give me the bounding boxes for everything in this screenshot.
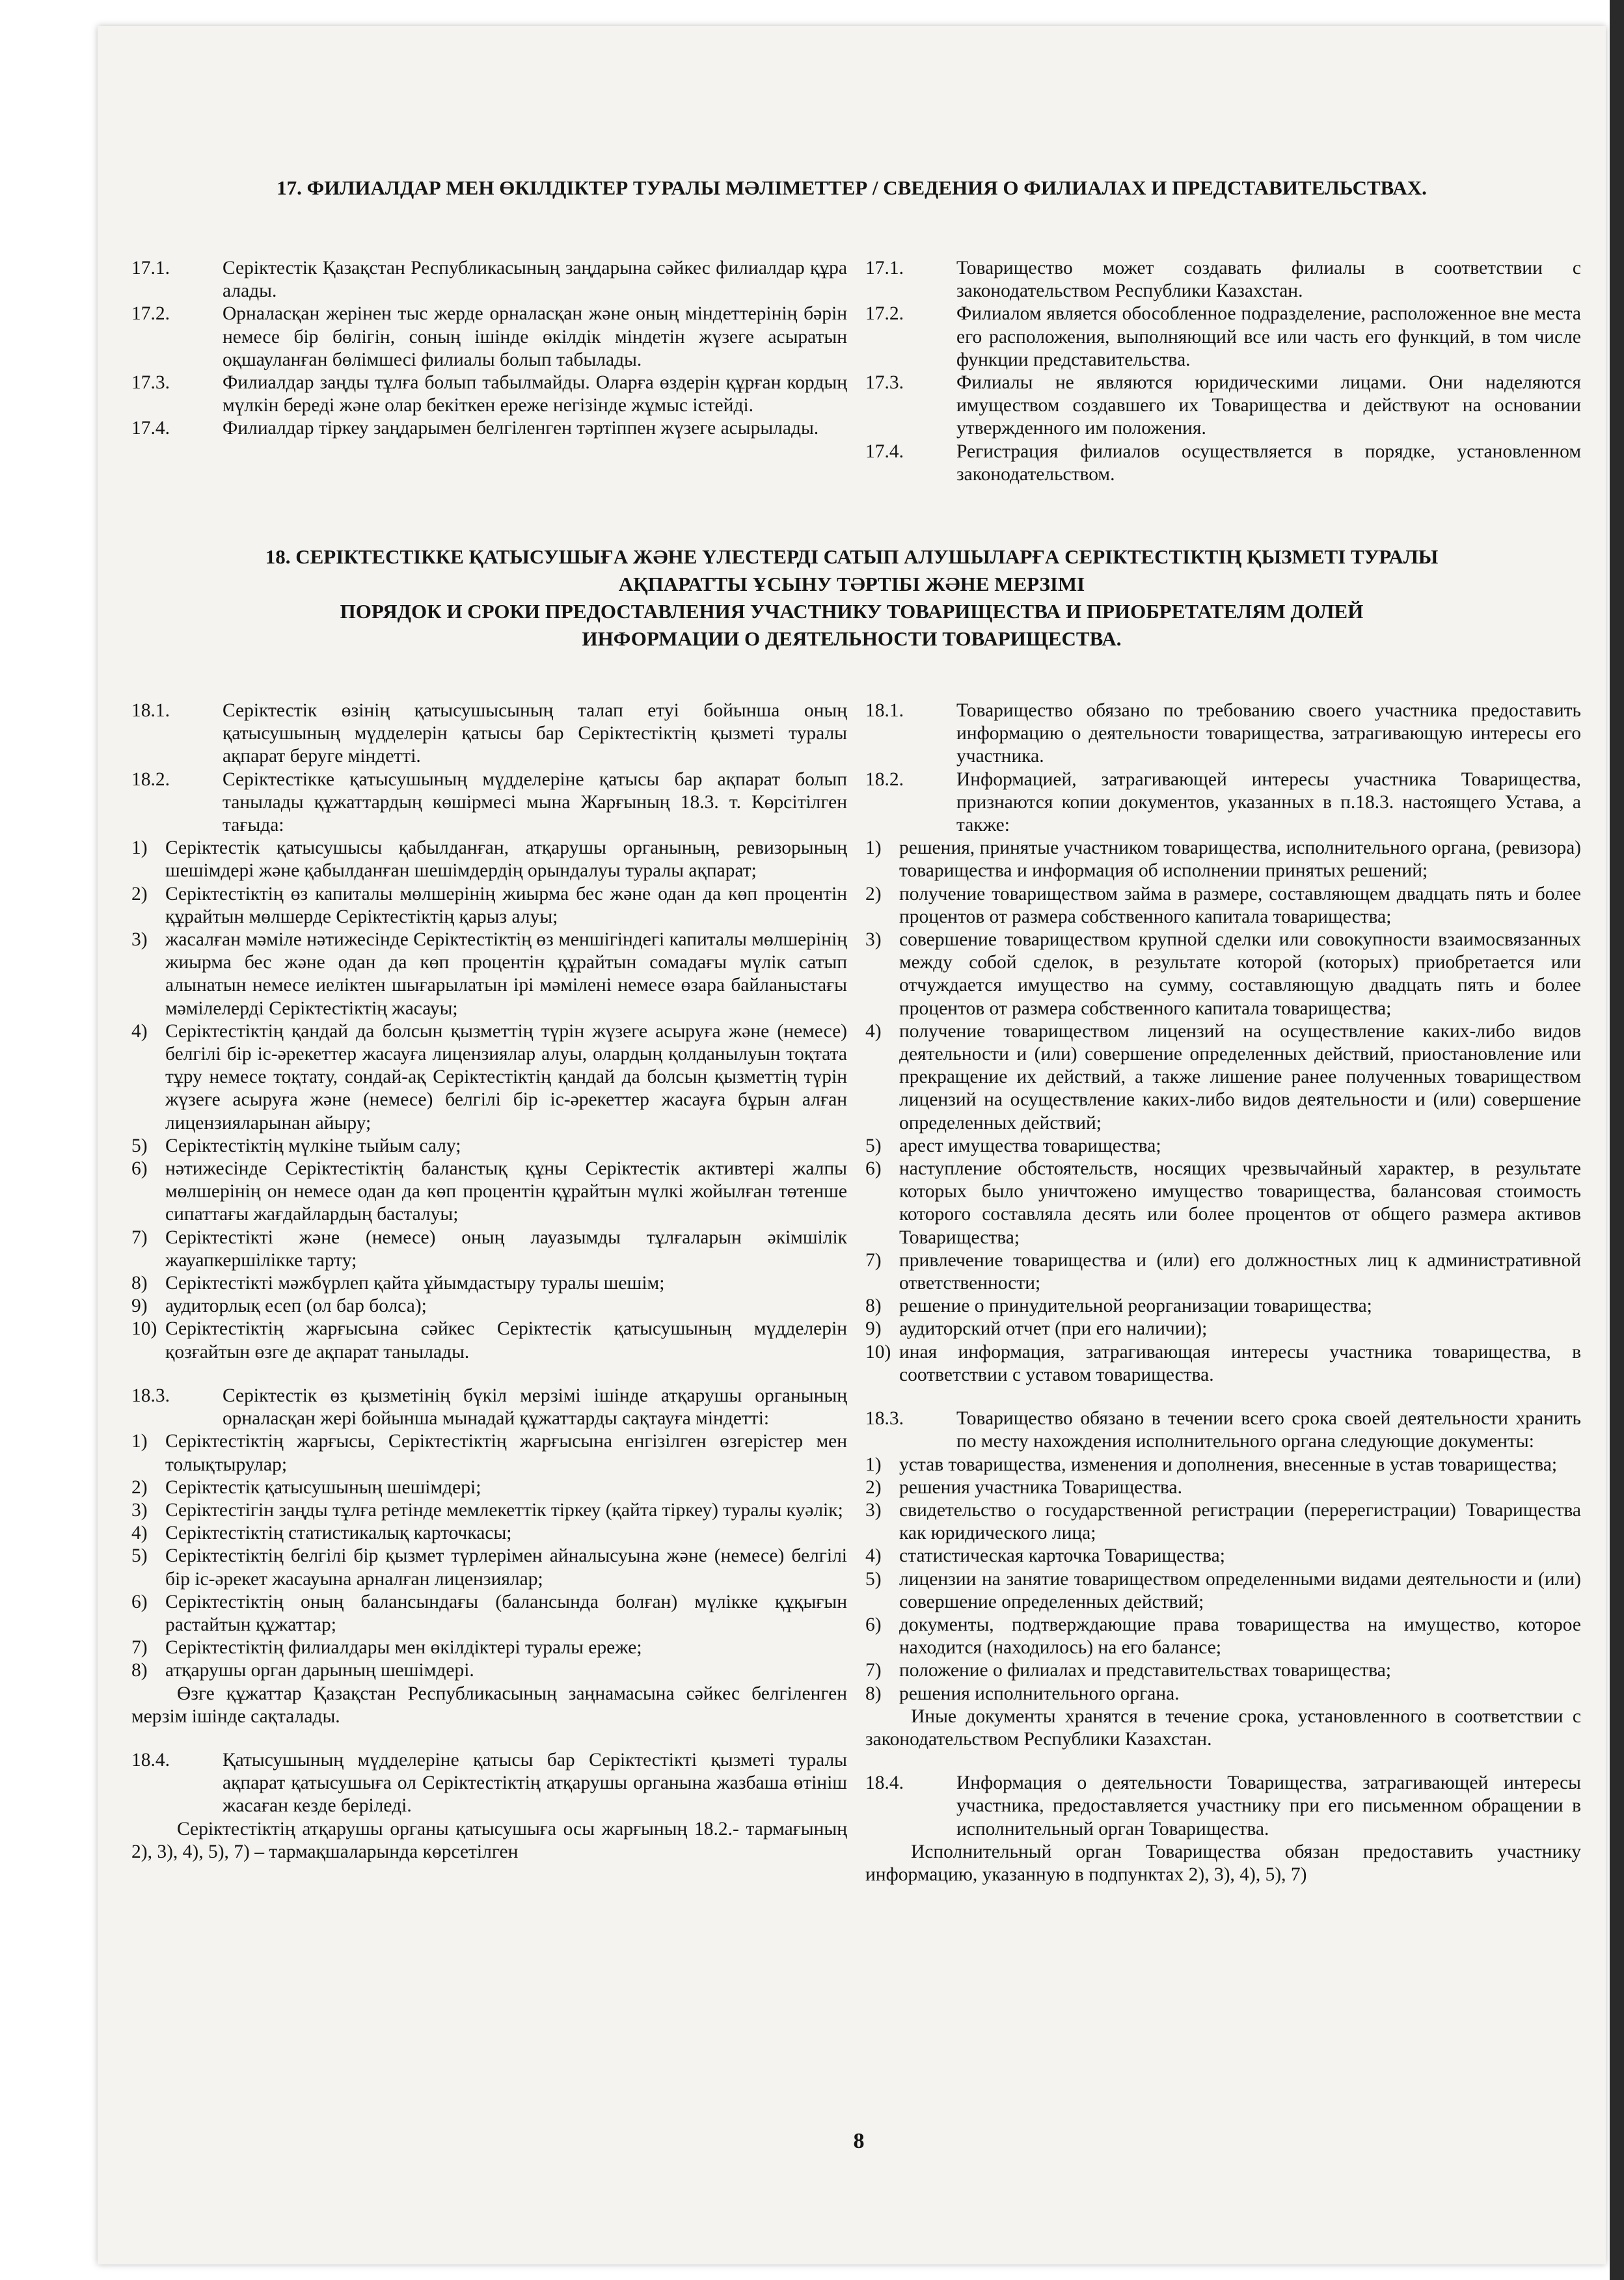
clause-17-ru-number: 17.1.: [865, 258, 904, 278]
clause-18-3-kz: [131, 1385, 847, 1430]
clause-17-ru-text: Филиалы не являются юридическими лицами. Они наделяются имуществом создавшего их Товарищества и действуют на основании утвержденного им положения.: [956, 372, 1581, 439]
section-18-heading-line-3: ПОРЯДОК И СРОКИ ПРЕДОСТАВЛЕНИЯ УЧАСТНИКУ ТОВАРИЩЕСТВА И ПРИОБРЕТАТЕЛЯМ ДОЛЕЙ: [340, 600, 1364, 623]
section-17-ru-column: [865, 257, 1581, 486]
list-item-kz-text: жасалған мәміле нәтижесінде Серіктестіктің өз меншігіндегі капиталы мөлшерінің жиырма бес және одан да көп процентін құрайтын сомадағы мүлік сатып алынатын немесе иеліктен шығарылатын ірі мәмілені немесе өзара байланыстағы мәмілелерді Серіктестіктің жасауы;: [165, 929, 847, 1019]
list-item-ru-text: получение товариществом займа в размере, составляющем двадцать пять и более процентов от размера собственного капитала товарищества;: [899, 883, 1581, 927]
list-item-ru-number: 2): [865, 883, 882, 904]
list-item-kz-text: Серіктестіктің мүлкіне тыйым салу;: [165, 1135, 461, 1156]
clause-17-ru-text: Регистрация филиалов осуществляется в порядке, установленном законодательством.: [956, 441, 1581, 485]
list-item-ru-number: 6): [865, 1158, 882, 1180]
list-item-kz-number: 6): [131, 1158, 148, 1180]
doc-item-ru: [865, 1545, 1581, 1568]
clause-18-4-kz: [131, 1749, 847, 1818]
clause-17-ru-text: Товарищество может создавать филиалы в соответствии с законодательством Республики Казахстан.: [956, 258, 1581, 302]
list-item-kz-number: 3): [131, 929, 148, 951]
doc-item-kz-number: 1): [131, 1431, 148, 1452]
doc-item-kz-number: 8): [131, 1660, 148, 1681]
list-item-ru-text: аудиторский отчет (при его наличии);: [899, 1318, 1208, 1340]
doc-item-ru-text: свидетельство о государственной регистрации (перерегистрации) Товарищества как юридического лица;: [899, 1499, 1581, 1544]
list-item-ru-text: иная информация, затрагивающая интересы участника товарищества, в соответствии с уставом товарищества.: [899, 1341, 1581, 1385]
doc-item-ru-text: решения исполнительного органа.: [899, 1683, 1180, 1704]
clause-18-4-kz-tail: Серіктестіктің атқарушы органы қатысушыға осы жарғының 18.2.- тармағының 2), 3), 4), 5), 7) – тармақшаларында көрсетілген: [131, 1818, 847, 1862]
list-item-ru-number: 1): [865, 837, 882, 859]
list-item-ru-number: 4): [865, 1020, 882, 1042]
section-18-heading-line-4: ИНФОРМАЦИИ О ДЕЯТЕЛЬНОСТИ ТОВАРИЩЕСТВА.: [582, 627, 1122, 650]
list-item-ru-number: 9): [865, 1318, 882, 1340]
clause-18-1-kz-number: 18.1.: [131, 700, 170, 721]
list-item-kz: [131, 1227, 847, 1272]
list-item-ru: [865, 1295, 1581, 1318]
clause-17-ru: [865, 257, 1581, 303]
clause-18-4-ru-number: 18.4.: [865, 1772, 904, 1794]
doc-item-ru: [865, 1683, 1581, 1705]
doc-item-ru-text: устав товарищества, изменения и дополнения, внесенные в устав товарищества;: [899, 1454, 1558, 1475]
clause-17-kz: [131, 372, 847, 417]
clause-17-kz: [131, 303, 847, 372]
clause-17-ru: [865, 303, 1581, 372]
doc-item-ru-text: положение о филиалах и представительствах товарищества;: [899, 1660, 1392, 1681]
page-number: 8: [853, 2129, 865, 2153]
doc-item-ru-number: 8): [865, 1683, 882, 1704]
doc-item-kz-number: 5): [131, 1545, 148, 1567]
clause-18-2-kz-number: 18.2.: [131, 768, 170, 790]
doc-item-kz: [131, 1430, 847, 1476]
clause-18-2-ru-number: 18.2.: [865, 768, 904, 790]
list-item-kz-number: 9): [131, 1296, 148, 1317]
doc-item-ru-number: 6): [865, 1614, 882, 1635]
clause-18-3-kz-text: Серіктестік өз қызметінің бүкіл мерзімі ішінде атқарушы органының орналасқан жері бойынша мынадай құжаттарды сақтауға міндетті:: [223, 1385, 847, 1430]
doc-item-kz-number: 3): [131, 1499, 148, 1521]
section-18-heading-line-2: АҚПАРАТТЫ ҰСЫНУ ТӘРТІБІ ЖӘНЕ МЕРЗІМІ: [618, 573, 1085, 595]
section-18-heading-line-1: 18. СЕРІКТЕСТІККЕ ҚАТЫСУШЫҒА ЖӘНЕ ҮЛЕСТЕРДІ САТЫП АЛУШЫЛАРҒА СЕРІКТЕСТІКТІҢ ҚЫЗМЕТІ ТУРАЛЫ: [265, 545, 1439, 568]
clause-18-3-ru-tail: Иные документы хранятся в течение срока, установленного в соответствии с законодательством Республики Казахстан.: [865, 1705, 1581, 1750]
doc-item-ru-text: лицензии на занятие товариществом определенными видами деятельности и (или) совершение определенных действий;: [899, 1568, 1581, 1612]
doc-item-kz-text: Серіктестіктің статистикалық карточкасы;: [165, 1523, 512, 1544]
list-item-ru: [865, 1318, 1581, 1340]
list-item-ru-number: 5): [865, 1135, 882, 1156]
list-item-kz-number: 1): [131, 837, 148, 859]
doc-item-kz: [131, 1659, 847, 1682]
list-item-ru-text: наступление обстоятельств, носящих чрезвычайный характер, в результате которых было уничтожено имущество товарищества, балансовая стоимость которого составляла десять или более процентов от общего размера активов Товарищества;: [899, 1158, 1581, 1248]
doc-item-kz-number: 4): [131, 1523, 148, 1544]
list-item-kz: [131, 883, 847, 929]
clause-18-4-ru-text: Информация о деятельности Товарищества, затрагивающей интересы участника, предоставляется участнику при его письменном обращении в исполнительный орган Товарищества.: [956, 1772, 1581, 1839]
list-item-ru-number: 3): [865, 929, 882, 951]
list-item-ru-number: 7): [865, 1249, 882, 1271]
doc-item-kz: [131, 1476, 847, 1499]
doc-item-kz-text: Серіктестіктің белгілі бір қызмет түрлерімен айналысуына және (немесе) белгілі бір іс-әрекет жасауына арналған лицензиялар;: [165, 1545, 847, 1590]
clause-18-4-kz-number: 18.4.: [131, 1749, 170, 1771]
clause-17-kz-number: 17.1.: [131, 258, 170, 278]
list-item-ru: [865, 1135, 1581, 1158]
clause-17-ru-number: 17.2.: [865, 303, 904, 325]
clause-18-1-ru: [865, 699, 1581, 768]
doc-item-ru: [865, 1476, 1581, 1499]
section-18-heading-kz: [98, 543, 1606, 653]
list-item-ru: [865, 929, 1581, 1020]
doc-item-kz-text: атқарушы орган дарының шешімдері.: [165, 1660, 474, 1681]
doc-item-kz: [131, 1545, 847, 1590]
doc-item-ru: [865, 1568, 1581, 1614]
spacer: [865, 1387, 1581, 1407]
list-item-ru: [865, 1020, 1581, 1135]
doc-item-kz: [131, 1636, 847, 1659]
list-item-ru: [865, 1158, 1581, 1249]
doc-item-ru: [865, 1659, 1581, 1682]
clause-17-ru-number: 17.3.: [865, 372, 904, 394]
clause-17-kz-text: Серіктестік Қазақстан Республикасының заңдарына сәйкес филиалдар құра алады.: [223, 258, 847, 302]
list-item-kz: [131, 837, 847, 882]
clause-17-kz-text: Филиалдар заңды тұлға болып табылмайды. Оларға өздерін құрған кордың мүлкін береді және олар бекіткен ереже негізінде жұмыс істейді.: [223, 372, 847, 416]
doc-item-kz-text: Серіктестік қатысушының шешімдері;: [165, 1476, 481, 1498]
doc-item-kz: [131, 1522, 847, 1545]
doc-item-kz-text: Серіктестіктің филиалдары мен өкілдіктері туралы ереже;: [165, 1637, 642, 1659]
doc-item-kz-number: 6): [131, 1591, 148, 1612]
list-item-kz: [131, 1295, 847, 1318]
clause-18-3-kz-tail: Өзге құжаттар Қазақстан Республикасының заңнамасына сәйкес белгіленген мерзім ішінде сақталады.: [131, 1683, 847, 1727]
doc-item-kz-text: Серіктестігін заңды тұлға ретінде мемлекеттік тіркеу (қайта тіркеу) туралы куәлік;: [165, 1499, 843, 1521]
list-item-kz-number: 7): [131, 1227, 148, 1248]
clause-18-1-kz-text: Серіктестік өзінің қатысушысының талап етуі бойынша оның қатысушының мүдделерін қатысы бар Серіктестіктің қызметі туралы ақпарат беруге міндетті.: [223, 700, 847, 767]
list-item-ru-text: привлечение товарищества и (или) его должностных лиц к административной ответственности;: [899, 1249, 1581, 1294]
page-body: [98, 26, 1606, 2264]
list-item-ru-text: решения, принятые участником товарищества, исполнительного органа, (ревизора) товарищества и информация об исполнении принятых решений;: [899, 837, 1581, 882]
clause-18-1-ru-number: 18.1.: [865, 700, 904, 721]
list-item-ru: [865, 1341, 1581, 1387]
list-item-kz: [131, 1158, 847, 1227]
clause-17-ru-number: 17.4.: [865, 441, 904, 462]
doc-item-kz-number: 2): [131, 1476, 148, 1498]
list-item-ru-text: арест имущества товарищества;: [899, 1135, 1161, 1156]
doc-item-ru-number: 4): [865, 1545, 882, 1567]
clause-18-2-kz: [131, 768, 847, 837]
document-page: [98, 26, 1606, 2264]
list-item-kz-text: Серіктестіктің жарғысына сәйкес Серіктестік қатысушының мүдделерін қозғайтын өзге де ақпарат танылады.: [165, 1318, 847, 1363]
doc-item-ru-text: статистическая карточка Товарищества;: [899, 1545, 1225, 1567]
clause-18-3-ru-text: Товарищество обязано в течении всего срока своей деятельности хранить по месту нахождения исполнительного органа следующие документы:: [956, 1408, 1581, 1452]
clause-17-kz: [131, 417, 847, 440]
list-item-kz: [131, 1135, 847, 1158]
clause-17-kz-text: Орналасқан жерінен тыс жерде орналасқан және оның міндеттерінің бәрін немесе бір бөлігін, соның ішінде өкілдік міндетін жүзеге асыратын оқшауланған бөлімшесі филиалы болып табылады.: [223, 303, 847, 370]
list-item-kz-text: Серіктестіктің қандай да болсын қызметтің түрін жүзеге асыруға және (немесе) белгілі бір іс-әрекеттер жасауға лицензиялар алуы, олардың қолданылуын тоқтата тұру немесе тоқтату, сондай-ақ Серіктестіктің қандай да болсын қызметтің түрін жүзеге асыруға және (немесе) белгілі бір іс-әрекеттер жасауға бұрын алған лицензияларынан айыру;: [165, 1020, 847, 1133]
list-item-kz: [131, 1318, 847, 1363]
clause-17-kz-number: 17.4.: [131, 418, 170, 439]
list-item-ru-text: решение о принудительной реорганизации товарищества;: [899, 1296, 1372, 1317]
clause-17-ru: [865, 441, 1581, 486]
doc-item-ru-number: 5): [865, 1568, 882, 1590]
spacer: [865, 1751, 1581, 1772]
list-item-ru-text: получение товариществом лицензий на осуществление каких-либо видов деятельности и (или) совершение определенных действий, приостановление или прекращение их действий, а также лишение ранее полученных товариществом лицензий на осуществление каких-либо видов деятельности и (или) совершение определенных действий;: [899, 1020, 1581, 1133]
list-item-kz-number: 5): [131, 1135, 148, 1156]
list-item-kz: [131, 1020, 847, 1135]
list-item-ru-number: 8): [865, 1296, 882, 1317]
doc-item-kz: [131, 1591, 847, 1636]
list-item-kz-text: Серіктестіктің өз капиталы мөлшерінің жиырма бес және одан да көп процентін құрайтын мөлшерде Серіктестіктің қарыз алуы;: [165, 883, 847, 927]
doc-item-ru: [865, 1454, 1581, 1476]
list-item-kz-text: Серіктестікті және (немесе) оның лауазымды тұлғаларын әкімшілік жауапкершілікке тарту;: [165, 1227, 847, 1271]
doc-item-ru-text: решения участника Товарищества.: [899, 1476, 1183, 1498]
clause-18-3-ru-number: 18.3.: [865, 1408, 904, 1430]
clause-18-2-ru-text: Информацией, затрагивающей интересы участника Товарищества, признаются копии документов, указанных в п.18.3. настоящего Устава, а также:: [956, 768, 1581, 836]
clause-18-1-kz: [131, 699, 847, 768]
spacer: [131, 1728, 847, 1749]
clause-18-3-kz-number: 18.3.: [131, 1385, 170, 1406]
clause-17-kz-number: 17.2.: [131, 303, 170, 325]
clause-18-2-kz-text: Серіктестікке қатысушының мүдделеріне қатысы бар ақпарат болып танылады құжаттардың көшірмесі мына Жарғының 18.3. т. Көрсітілген тағыда:: [223, 768, 847, 836]
clause-18-4-ru-tail: Исполнительный орган Товарищества обязан предоставить участнику информацию, указанную в подпунктах 2), 3), 4), 5), 7): [865, 1841, 1581, 1885]
list-item-ru: [865, 883, 1581, 929]
list-item-kz-text: Серіктестікті мәжбүрлеп қайта ұйымдастыру туралы шешім;: [165, 1273, 665, 1294]
list-item-ru-text: совершение товариществом крупной сделки или совокупности взаимосвязанных между собой сделок, в результате которой (которых) приобретается или отчуждается имущество на сумму, составляющую двадцать пять и более процентов от размера собственного капитала товарищества;: [899, 929, 1581, 1019]
list-item-kz-text: нәтижесінде Серіктестіктің баланстық құны Серіктестік активтері жалпы мөлшерінің он немесе одан да көп процентін құрайтын мүлкі жойылған төтенше сипаттағы жағдайлардың басталуы;: [165, 1158, 847, 1225]
doc-item-ru-number: 2): [865, 1476, 882, 1498]
clause-17-ru-text: Филиалом является обособленное подразделение, расположенное вне места его расположения, выполняющий все или часть его функций, в том числе функции представительства.: [956, 303, 1581, 370]
doc-item-kz-number: 7): [131, 1637, 148, 1659]
section-18-ru-column: [865, 699, 1581, 1886]
doc-item-kz-text: Серіктестіктің жарғысы, Серіктестіктің жарғысына енгізілген өзгерістер мен толықтырулар;: [165, 1431, 847, 1475]
clause-17-kz: [131, 257, 847, 303]
section-18-kz-column: [131, 699, 847, 1864]
list-item-kz-number: 10): [131, 1318, 157, 1340]
section-17-heading: 17. ФИЛИАЛДАР МЕН ӨКІЛДІКТЕР ТУРАЛЫ МӘЛІМЕТТЕР / СВЕДЕНИЯ О ФИЛИАЛАХ И ПРЕДСТАВИТЕЛЬСТВАХ.: [277, 176, 1427, 199]
list-item-ru: [865, 837, 1581, 882]
section-17-kz-column: [131, 257, 847, 441]
list-item-kz: [131, 929, 847, 1020]
clause-18-1-ru-text: Товарищество обязано по требованию своего участника предоставить информацию о деятельности товарищества, затрагивающую интересы его участника.: [956, 700, 1581, 767]
doc-item-ru-number: 7): [865, 1660, 882, 1681]
list-item-kz-text: аудиторлық есеп (ол бар болса);: [165, 1296, 427, 1317]
list-item-kz-number: 2): [131, 883, 148, 904]
clause-17-kz-text: Филиалдар тіркеу заңдарымен белгіленген тәртіппен жүзеге асырылады.: [223, 418, 819, 439]
list-item-ru: [865, 1249, 1581, 1295]
clause-18-4-ru: [865, 1772, 1581, 1841]
clause-17-ru: [865, 372, 1581, 441]
doc-item-ru-text: документы, подтверждающие права товарищества на имущество, которое находится (находилось) на его балансе;: [899, 1614, 1581, 1659]
clause-17-kz-number: 17.3.: [131, 372, 170, 394]
list-item-kz: [131, 1272, 847, 1295]
clause-18-2-ru: [865, 768, 1581, 837]
scan-edge: [1610, 0, 1624, 2280]
spacer: [131, 1364, 847, 1385]
list-item-kz-number: 4): [131, 1020, 148, 1042]
doc-item-ru: [865, 1614, 1581, 1659]
doc-item-ru-number: 1): [865, 1454, 882, 1475]
clause-18-4-kz-text: Қатысушының мүдделеріне қатысы бар Серіктестікті қызметі туралы ақпарат қатысушыға ол Серіктестіктің атқарушы органына жазбаша өтініш жасаған кезде беріледі.: [223, 1749, 847, 1817]
clause-18-3-ru: [865, 1407, 1581, 1453]
list-item-ru-number: 10): [865, 1341, 891, 1363]
list-item-kz-text: Серіктестік қатысушысы қабылданған, атқарушы органының, ревизорының шешімдері және қабылданған шешімдердің орындалуы туралы ақпарат;: [165, 837, 847, 882]
doc-item-ru-number: 3): [865, 1499, 882, 1521]
list-item-kz-number: 8): [131, 1273, 148, 1294]
doc-item-kz-text: Серіктестіктің оның балансындағы (балансында болған) мүлікке құқығын растайтын құжаттар;: [165, 1591, 847, 1635]
doc-item-ru: [865, 1499, 1581, 1545]
doc-item-kz: [131, 1499, 847, 1522]
